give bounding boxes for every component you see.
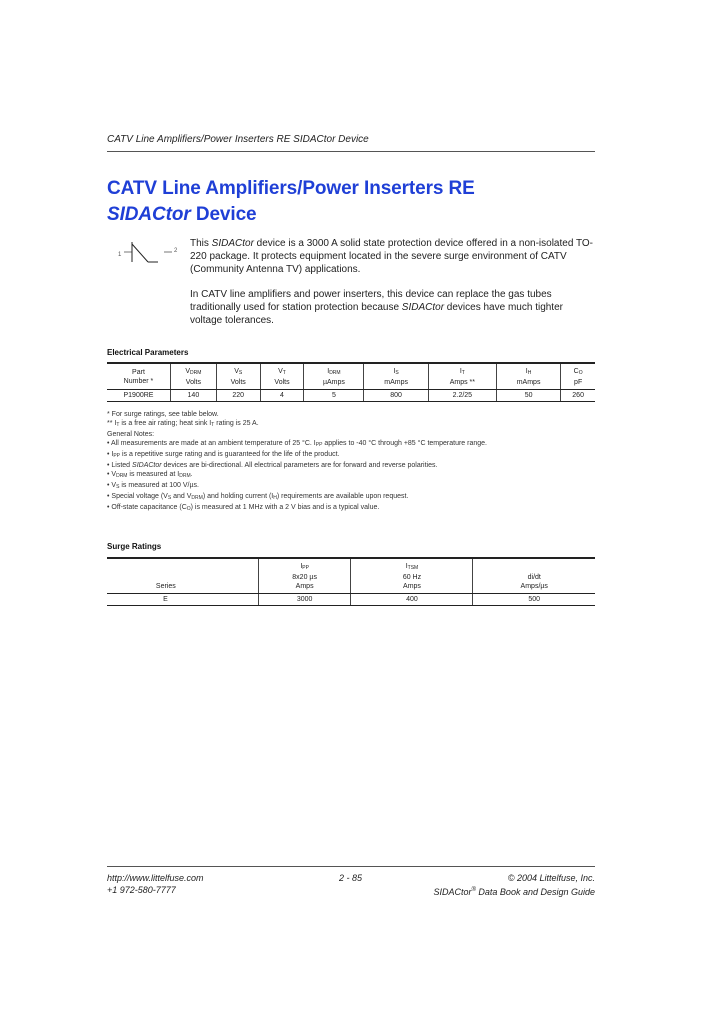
cell-series: E xyxy=(107,594,258,606)
footer-url[interactable]: http://www.littelfuse.com xyxy=(107,873,204,883)
col-vs: $V_S$ Volts xyxy=(216,363,260,390)
col-didt: di/dt Amps/µs xyxy=(473,558,595,594)
cell-itsm: 400 xyxy=(351,594,473,606)
copyright-text: © 2004 Littelfuse, Inc. xyxy=(507,873,595,883)
col-itsm: $I_{TSM}$ 60 Hz Amps xyxy=(351,558,473,594)
title-brand: SIDACtor xyxy=(107,204,191,225)
cell-vdrm: 140 xyxy=(170,390,216,402)
running-head: CATV Line Amplifiers/Power Inserters RE SIDACtor Device xyxy=(107,134,369,145)
cell-vs: 220 xyxy=(216,390,260,402)
footer-copyright xyxy=(433,872,595,898)
page-title xyxy=(107,176,475,228)
col-ipp: $I_{PP}$ 8x20 µs Amps xyxy=(258,558,351,594)
cell-is: 800 xyxy=(364,390,428,402)
general-notes-heading: General Notes: xyxy=(107,431,155,438)
general-note-7: • Off-state capacitance $(C_O)$ is measured at 1 MHz with a 2 V bias and is a typical value. xyxy=(107,504,380,512)
general-note-6: • Special voltage ($V_S$ and $V_{DRM}$) and holding current $(I_H)$ requirements are available upon request. xyxy=(107,493,409,501)
footer-contact xyxy=(107,872,204,896)
table-header-row xyxy=(107,363,595,390)
title-line-2: Device xyxy=(190,204,257,225)
general-note-3: • Listed SIDACtor devices are bi-directional. All electrical parameters are for forward and reverse polarities. xyxy=(107,462,438,469)
guide-title: SIDACtor® Data Book and Design Guide xyxy=(433,887,595,897)
general-note-2: • $I_{PP}$ is a repetitive surge rating and is guaranteed for the life of the product. xyxy=(107,451,340,459)
surge-ratings-heading: Surge Ratings xyxy=(107,542,162,551)
col-is: $I_S$ mAmps xyxy=(364,363,428,390)
intro-paragraph-1: This SIDACtor device is a 3000 A solid state protection device offered in a non-isolated TO-220 package. It protects equipment located in the severe surge environment of CATV (Community Antenna TV) applications. xyxy=(190,238,594,275)
general-note-5: • $V_S$ is measured at 100 V/µs. xyxy=(107,482,199,490)
pin-1-label: 1 xyxy=(118,252,122,258)
title-line-1: CATV Line Amplifiers/Power Inserters RE xyxy=(107,178,475,199)
table-row xyxy=(107,594,595,606)
footer-phone: +1 972-580-7777 xyxy=(107,885,176,895)
col-vdrm: $V_{DRM}$ Volts xyxy=(170,363,216,390)
note-surge-ratings: * For surge ratings, see table below. xyxy=(107,411,219,418)
col-idrm: $I_{DRM}$ µAmps xyxy=(304,363,364,390)
cell-co: 260 xyxy=(561,390,595,402)
intro-paragraph-2: In CATV line amplifiers and power inserters, this device can replace the gas tubes traditionally used for station protection because SIDACtor devices have much tighter voltage tolerances. xyxy=(190,289,563,326)
electrical-parameters-table xyxy=(107,362,595,402)
cell-ipp: 3000 xyxy=(258,594,351,606)
page-number: 2 - 85 xyxy=(339,873,363,883)
sidactor-schematic-symbol xyxy=(118,240,182,266)
note-it-rating: ** $I_T$ is a free air rating; heat sink $I_T$ rating is 25 A. xyxy=(107,420,259,428)
table-header-row xyxy=(107,558,595,594)
intro-text xyxy=(190,237,595,339)
cell-idrm: 5 xyxy=(304,390,364,402)
col-it: $I_T$ Amps ** xyxy=(428,363,496,390)
electrical-parameters-heading: Electrical Parameters xyxy=(107,348,189,357)
surge-ratings-table xyxy=(107,557,595,606)
general-note-4: • $V_{DRM}$ is measured at $I_{DRM}$. xyxy=(107,471,193,479)
cell-it: 2.2/25 xyxy=(428,390,496,402)
col-ih: $I_H$ mAmps xyxy=(496,363,560,390)
col-part-number: Part Number * xyxy=(107,363,170,390)
cell-part-number: P1900RE xyxy=(107,390,170,402)
general-note-1: • All measurements are made at an ambient temperature of 25 °C. $I_{PP}$ applies to -40 °C through +85 °C temperature range. xyxy=(107,440,487,448)
col-series: Series xyxy=(107,558,258,594)
col-co: $C_O$ pF xyxy=(561,363,595,390)
cell-vt: 4 xyxy=(260,390,304,402)
footer-rule xyxy=(107,866,595,867)
cell-didt: 500 xyxy=(473,594,595,606)
sidactor-symbol-icon xyxy=(118,240,182,266)
table-row xyxy=(107,390,595,402)
table-notes xyxy=(107,410,595,514)
header-rule xyxy=(107,151,595,152)
col-vt: $V_T$ Volts xyxy=(260,363,304,390)
cell-ih: 50 xyxy=(496,390,560,402)
pin-2-label: 2 xyxy=(174,248,178,254)
